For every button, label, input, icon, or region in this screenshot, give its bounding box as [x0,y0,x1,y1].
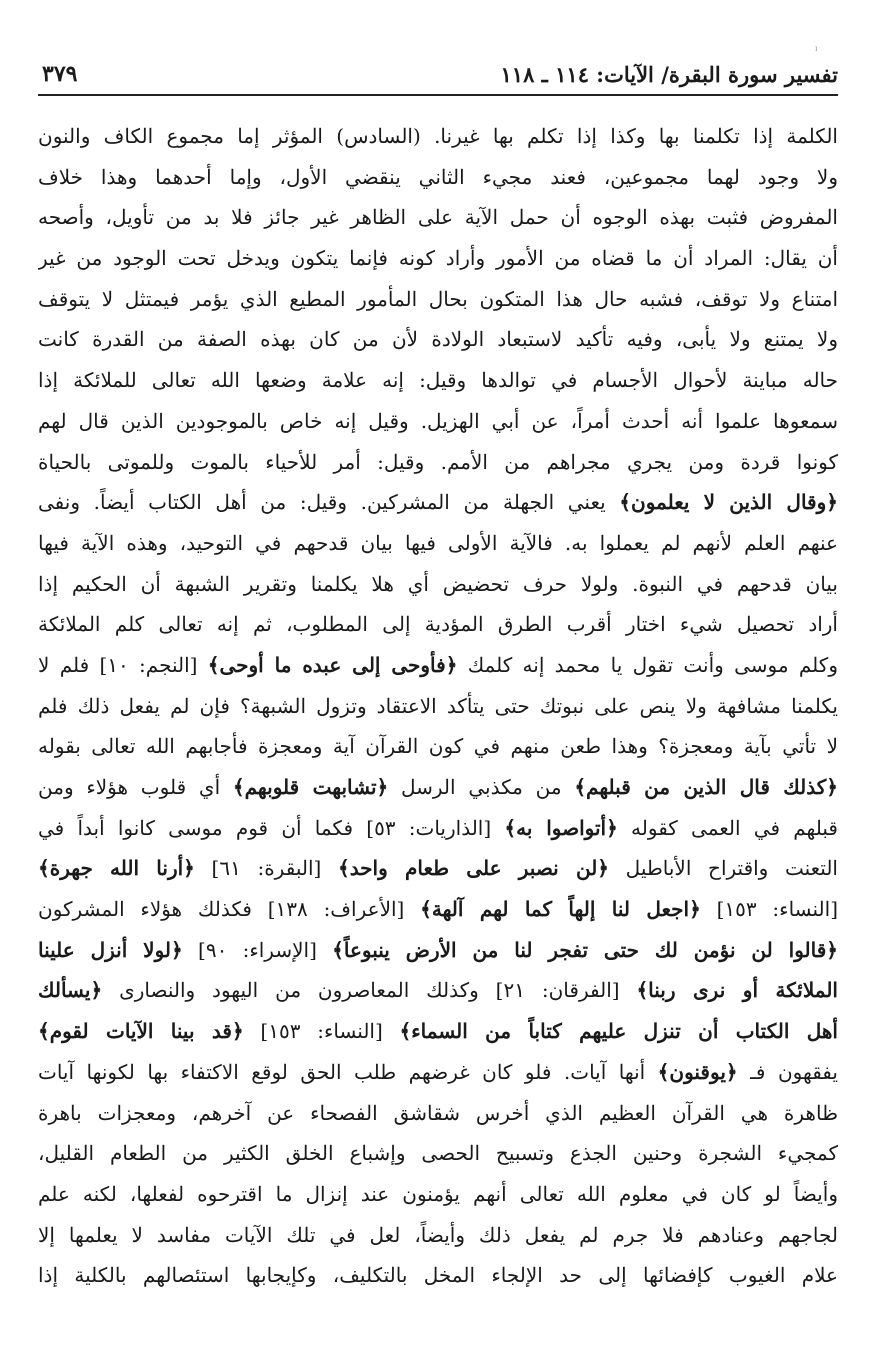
text-line [38,970,838,1011]
running-title: تفسير سورة البقرة/ الآيات: ١١٤ ـ ١١٨ [500,61,838,87]
text-line [38,442,838,483]
text-line [38,116,838,157]
line-text: ظاهرة هي القرآن العظيم الذي أخرس شقاشق الفصحاء عن آخرهم، ومعجزات باهرة [38,1100,838,1125]
line-text: عنهم العلم لأنهم لم يعملوا به. فالآية الأولى فيها بيان قدحهم في التوحيد، وهذه الآية فيها [38,530,838,555]
text-line [38,767,838,808]
line-text: كمجيء الشجرة وحنين الجذع وتسبيح الحصى وإشباع الخلق الكثير من الطعام القليل، [38,1141,838,1166]
text-line [38,482,838,523]
line-text: امتناع ولا توقف، فشبه حال هذا المتكون بحال المأمور المطيع الذي يؤمر فيمتثل لا يتوقف [38,286,838,311]
text-line [38,848,838,889]
page-number: ٣٧٩ [42,61,78,87]
line-text: حاله مباينة لأحوال الأجسام في توالدها وقيل: إنه علامة وضعها الله تعالى للملائكة إذا [38,368,838,393]
line-text: الكلمة إذا تكلمنا بها وكذا إذا تكلم بها غيرنا. (السادس) المؤثر إما مجموع الكاف والنون [38,124,838,148]
line-text: سمعوها علموا أنه أحدث أمراً، عن أبي الهزيل. وقيل إنه خاص بالموجودين الذين قال لهم [38,408,838,433]
line-text: ولا وجود لهما مجموعين، فعند مجيء الثاني ينقضي الأول، وإما أحدهما وهذا خلاف [38,164,838,189]
quran-quote: ﴿اجعل لنا إلهاً كما لهم آلهة﴾ [420,897,701,922]
line-text: [النساء: ١٥٣] [243,1019,400,1044]
text-line [38,1215,838,1256]
text-line [38,360,838,401]
line-text: يعني الجهلة من المشركين. وقيل: من أهل الكتاب أيضاً. ونفى [38,490,620,515]
text-line [38,686,838,727]
line-text: لجاجهم وعنادهم فلا جرم لم يفعل ذلك وأيضاً، لعل في تلك الآيات مفاسد لا يعلمها إلا [38,1222,838,1247]
line-text: أنها آيات. فلو كان غرضهم طلب الحق لوقع الاكتفاء بها لكونها آيات [38,1059,658,1084]
text-line [38,1011,838,1052]
text-line [38,523,838,564]
quran-quote: ﴿تشابهت قلوبهم﴾ [232,775,389,799]
running-header [38,56,838,92]
quran-quote: ﴿لن نصبر على طعام واحد﴾ [337,856,610,881]
quran-quote: ﴿وقال الذين لا يعلمون﴾ [619,490,838,515]
text-line [38,726,838,767]
quran-quote: ﴿كذلك قال الذين من قبلهم﴾ [574,775,838,799]
line-text: أراد تحصيل شيء اختار أقرب الطرق المؤدية إلى المطلوب، ثم إنه تعالى كلم الملائكة [38,612,838,637]
line-text: يفقهون فـ [737,1059,838,1084]
line-text: [البقرة: ٦١] [194,856,338,881]
line-text: [الفرقان: ٢١] وكذلك المعاصرون من اليهود والنصارى [102,978,637,1003]
quran-quote: ﴿قد بينا الآيات لقوم﴾ [38,1019,244,1044]
quran-quote: ﴿لولا أنزل علينا [38,937,183,962]
line-text: من مكذبي الرسل [388,775,575,799]
text-line [38,564,838,605]
line-text: [النجم: ١٠] فلم لا [38,652,208,677]
text-line [38,238,838,279]
line-text: أن يقال: المراد أن ما قضاه من الأمور وأراد كونه فإنما يتكون ويدخل تحت الوجود من غير [38,246,838,271]
text-line [38,1093,838,1134]
quran-quote: ﴿يسألك [38,978,103,1003]
quran-quote: ﴿فأوحى إلى عبده ما أوحى﴾ [207,652,458,677]
text-line [38,319,838,360]
line-text: علام الغيوب كإفضائها إلى حد الإلجاء المخل بالتكليف، وكإيجابها استئصالهم بالكلية إذا [38,1263,838,1288]
quran-quote: ﴿يوقنون﴾ [657,1059,738,1084]
line-text: التعنت واقتراح الأباطيل [609,856,838,881]
line-text: أي قلوب هؤلاء ومن [38,775,233,799]
page-body [38,116,838,1296]
text-line [38,1052,838,1093]
text-line [38,157,838,198]
line-text: [الإسراء: ٩٠] [182,937,333,962]
text-line [38,1255,838,1296]
text-line [38,645,838,686]
quran-quote: الملائكة أو نرى ربنا﴾ [636,978,838,1003]
text-line [38,930,838,971]
text-line [38,197,838,238]
line-text: وأيضاً لو كان في معلوم الله تعالى أنهم يؤمنون عند إنزال ما اقترحوه لفعلها، لكنه علم [38,1181,838,1206]
text-line [38,1133,838,1174]
text-line [38,279,838,320]
text-line [38,401,838,442]
quran-quote: ﴿أرنا الله جهرة﴾ [38,856,195,881]
line-text: كونوا قردة ومن يجري مجراهم من الأمم. وقيل: أمر للأحياء بالموت وللموتى بالحياة [38,449,838,474]
line-text: قبلهم في العمى كقوله [617,815,838,840]
line-text: ولا يمتنع ولا يأبى، وفيه تأكيد لاستبعاد الولادة لأن من كان بهذه الصفة من القدرة كانت [38,327,838,352]
line-text: [الأعراف: ١٣٨] فكذلك هؤلاء المشركون [38,897,421,922]
text-line [38,604,838,645]
scan-mark: ı [815,44,818,53]
text-line [38,889,838,930]
line-text: يكلمنا مشافهة ولا ينص على نبوتك حتى يتأكد الاعتقاد وتزول الشبهة؟ فإن لم يفعل ذلك فلم [38,693,838,718]
book-page [38,56,838,1356]
text-line [38,1174,838,1215]
quran-quote: ﴿قالوا لن نؤمن لك حتى تفجر لنا من الأرض ينبوعاً﴾ [332,937,838,962]
line-text: لا تأتي بآية ومعجزة؟ وهذا طعن منهم في كون القرآن آية ومعجزة فأجابهم الله تعالى بقوله [38,734,838,759]
text-line [38,808,838,849]
line-text: [النساء: ١٥٣] [700,897,838,922]
quran-quote: ﴿أتواصوا به﴾ [504,815,618,840]
line-text: [الذاريات: ٥٣] فكما أن قوم موسى كانوا أبداً في [38,815,505,840]
line-text: وكلم موسى وأنت تقول يا محمد إنه كلمك [457,652,838,677]
quran-quote: أهل الكتاب أن تنزل عليهم كتاباً من السماء﴾ [399,1019,838,1044]
line-text: المفروض فثبت بهذه الوجوه أن حمل الآية على الظاهر غير جائز فلا بد من تأويل، وأصحه [38,205,838,230]
line-text: بيان قدحهم في النبوة. ولولا حرف تحضيض أي هلا يكلمنا وتقرير الشبهة أن الحكيم إذا [38,571,838,596]
header-rule [38,94,838,96]
